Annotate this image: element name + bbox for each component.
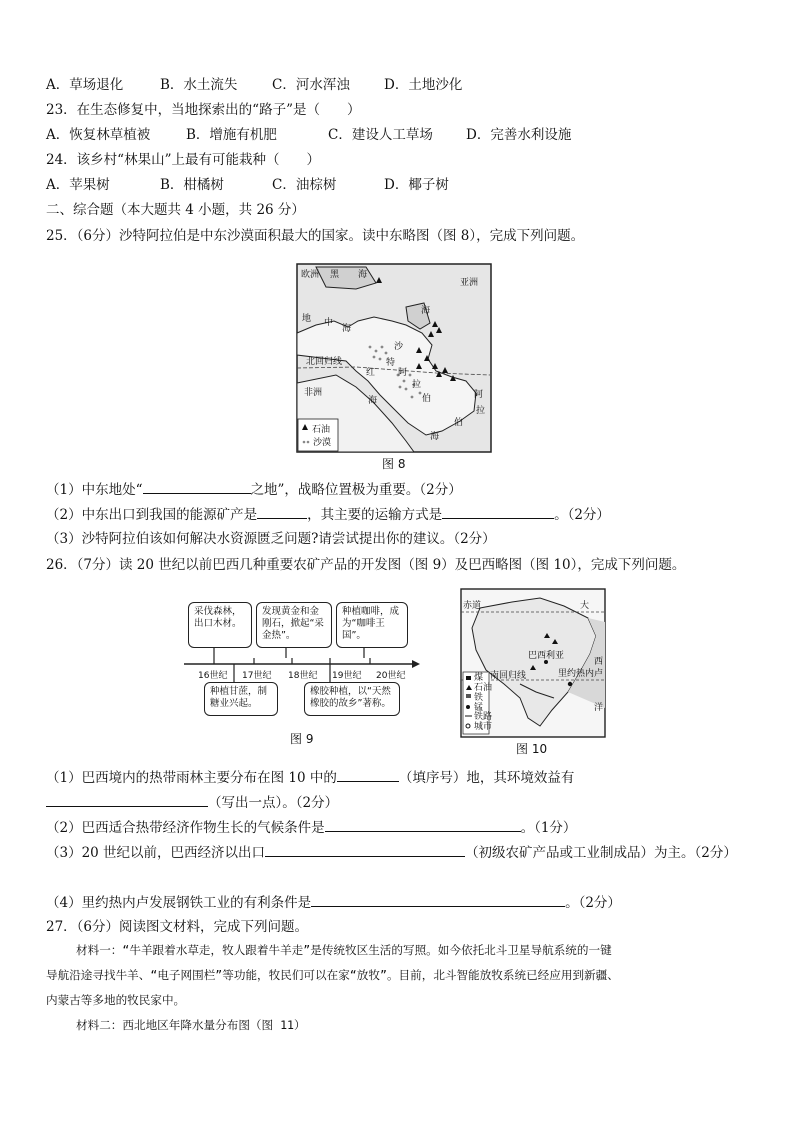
map10-label-yang: 洋 (594, 703, 604, 713)
map8-label-di: 地 (302, 314, 312, 324)
map10-legend-railway: 铁路 (474, 712, 493, 722)
map10-label-da: 大 (580, 601, 590, 611)
map10-label-rio: 里约热内卢 (558, 669, 604, 679)
q26-part1-blank-b[interactable] (46, 793, 208, 807)
map10-legend-coal: 煤 (474, 673, 484, 683)
map8-label-africa: 非洲 (304, 388, 323, 398)
q23-option-d: D．完善水利设施 (466, 127, 572, 143)
figure-8-caption: 图 8 (382, 457, 406, 471)
timeline-17c: 17世纪 (242, 671, 272, 681)
map8-label-caspian: 海 (421, 306, 431, 316)
q22-option-d: D．土地沙化 (384, 77, 463, 93)
q25-part2-blank-a[interactable] (257, 505, 307, 519)
map10-legend-iron: 铁 (474, 693, 484, 703)
map10-label-equator: 赤道 (463, 601, 482, 611)
timeline-20c: 20世纪 (376, 671, 406, 681)
map10-label-xi: 西 (594, 657, 604, 667)
figure-9-timeline (180, 598, 420, 728)
q26-stem: 26．（7分）读 20 世纪以前巴西几种重要农矿产品的开发图（图 9）及巴西略图（图 10），完成下列问题。 (46, 557, 686, 573)
figure-10-brazil-map (460, 588, 606, 738)
q26-part1-blank-a[interactable] (337, 768, 399, 782)
q22-option-a: A．草场退化 (46, 77, 124, 93)
timeline-box-sugar: 种植甘蔗，制糖业兴起。 (204, 682, 278, 716)
map10-legend-city: 城市 (474, 722, 493, 732)
q23-option-b: B．增施有机肥 (186, 127, 277, 143)
map8-label-a: 阿 (398, 368, 408, 378)
q22-option-b: B．水土流失 (160, 77, 238, 93)
q26-part2: （2）巴西适合热带经济作物生长的气候条件是 。（1分） (46, 820, 577, 836)
q24-option-d: D．椰子树 (384, 177, 449, 193)
q27-material1-line2: 导航沿途寻找牛羊、“电子网围栏”等功能，牧民们可以在家“放牧”。目前，北斗智能放牧系统已经应用到新疆、 (46, 968, 619, 982)
q26-part4-blank[interactable] (311, 893, 565, 907)
map10-legend-oil: 石油 (474, 683, 493, 693)
q27-material1-line3: 内蒙古等多地的牧民家中。 (46, 993, 186, 1007)
q23-option-a: A．恢复林草植被 (46, 127, 151, 143)
map8-label-redsea: 海 (368, 396, 378, 406)
timeline-19c: 19世纪 (332, 671, 362, 681)
map8-label-la: 拉 (412, 380, 422, 390)
q23-stem: 23．在生态修复中，当地探索出的“路子”是（ ） (46, 102, 361, 118)
q26-part2-blank[interactable] (325, 818, 521, 832)
q25-part1-blank[interactable] (143, 480, 251, 494)
map10-label-brasilia: 巴西利亚 (528, 651, 565, 661)
q26-part1-line1: （1）巴西境内的热带雨林主要分布在图 10 中的 （填序号）地，其环境效益有 (46, 770, 575, 786)
q25-part2-blank-b[interactable] (442, 505, 554, 519)
timeline-box-gold: 发现黄金和金刚石，掀起“采金热”。 (256, 602, 332, 648)
timeline-16c: 16世纪 (198, 671, 228, 681)
map10-legend-manganese: 锰 (474, 703, 484, 713)
q24-option-a: A．苹果树 (46, 177, 110, 193)
map8-legend-oil: 石油 (312, 425, 331, 435)
map8-label-te: 特 (386, 358, 396, 368)
q24-option-c: C．油棕树 (272, 177, 337, 193)
q27-material2: 材料二：西北地区年降水量分布图（图 11） (76, 1018, 306, 1032)
timeline-box-rubber: 橡胶种植，以“天然橡胶的故乡”著称。 (304, 682, 400, 716)
timeline-18c: 18世纪 (288, 671, 318, 681)
map8-label-hai: 海 (342, 324, 352, 334)
map8-label-arabian-sea: 海 (430, 432, 440, 442)
map8-label-europe: 欧洲 (301, 270, 320, 280)
map8-legend-desert: 沙漠 (313, 438, 332, 448)
q26-part4: （4）里约热内卢发展钢铁工业的有利条件是 。（2分） (46, 895, 621, 911)
section-2-heading: 二、综合题（本大题共 4 小题，共 26 分） (46, 202, 305, 218)
q25-part2: （2）中东出口到我国的能源矿产是 ，其主要的运输方式是 。（2分） (46, 507, 610, 523)
map8-label-zhong: 中 (324, 318, 334, 328)
map8-label-tropic: 北回归线 (306, 357, 343, 367)
map8-label-bo: 伯 (422, 394, 432, 404)
q24-option-b: B．柑橘树 (160, 177, 224, 193)
timeline-box-timber: 采伐森林，出口木材。 (188, 602, 252, 648)
figure-9-caption: 图 9 (290, 732, 314, 746)
q26-part3-blank[interactable] (265, 843, 465, 857)
map8-label-sea-top: 海 (358, 270, 368, 280)
q25-stem: 25．（6分）沙特阿拉伯是中东沙漠面积最大的国家。读中东略图（图 8），完成下列问题。 (46, 228, 585, 244)
q23-option-c: C．建设人工草场 (328, 127, 433, 143)
q25-part3: （3）沙特阿拉伯该如何解决水资源匮乏问题?请尝试提出你的建议。（2分） (46, 531, 496, 547)
map8-label-black: 黑 (330, 270, 340, 280)
q24-stem: 24．该乡村“林果山”上最有可能栽种（ ） (46, 152, 320, 168)
timeline-box-coffee: 种植咖啡，成为“咖啡王国”。 (336, 602, 408, 648)
q27-stem: 27．（6分）阅读图文材料，完成下列问题。 (46, 919, 309, 935)
map8-label-arabian-bo: 伯 (454, 418, 464, 428)
map8-label-arabian-a: 阿 (474, 390, 484, 400)
figure-10-caption: 图 10 (516, 742, 548, 756)
q25-part1: （1）中东地处“ 之地”，战略位置极为重要。（2分） (46, 482, 462, 498)
map8-label-red: 红 (366, 368, 376, 378)
q22-option-c: C．河水浑浊 (272, 77, 350, 93)
q26-part3: （3）20 世纪以前，巴西经济以出口 （初级农矿产品或工业制成品）为主。（2分） (46, 845, 737, 861)
map8-label-arabian-la: 拉 (476, 406, 486, 416)
map10-label-tropic: 南回归线 (490, 671, 527, 681)
map8-label-asia: 亚洲 (460, 278, 479, 288)
map8-label-sha: 沙 (394, 342, 404, 352)
q27-material1-line1: 材料一：“牛羊跟着水草走，牧人跟着牛羊走”是传统牧区生活的写照。如今依托北斗卫星导航系统的一键 (76, 943, 612, 957)
figure-8-middle-east-map (296, 263, 492, 453)
q26-part1-line2: （写出一点）。（2分） (46, 793, 338, 812)
